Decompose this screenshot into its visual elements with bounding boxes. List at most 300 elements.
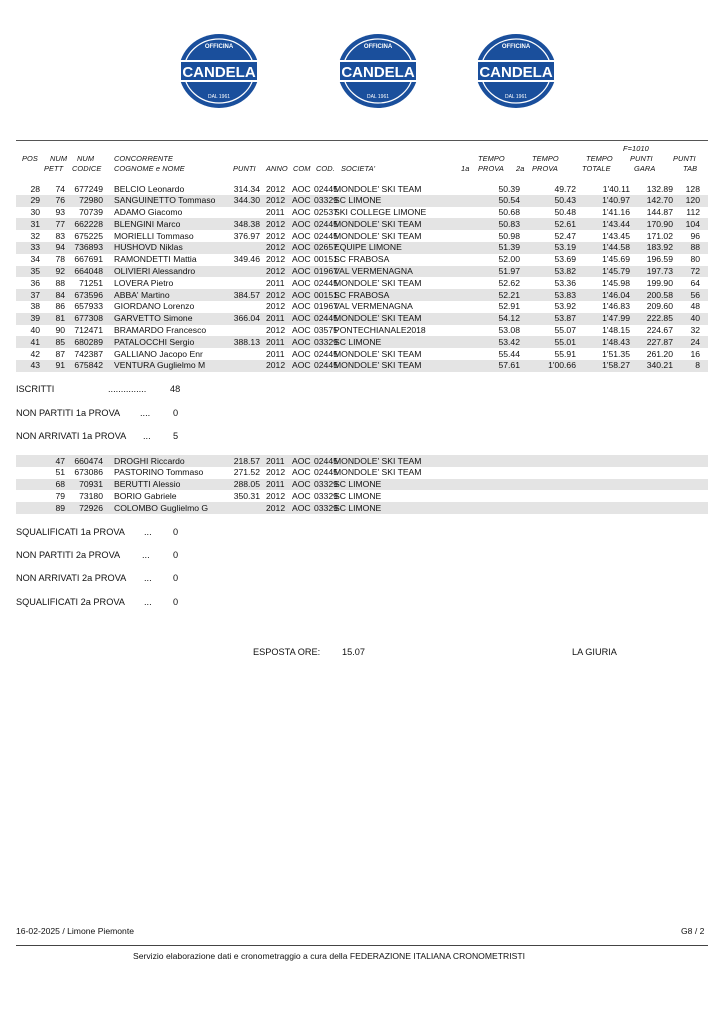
cell-anno: 2012 bbox=[266, 301, 286, 312]
cell-pos: 38 bbox=[30, 301, 40, 312]
non-arrivati-1-value: 5 bbox=[173, 431, 179, 441]
iscritti-value: 48 bbox=[170, 384, 181, 394]
cell-tot: 1'45.98 bbox=[602, 277, 630, 288]
cell-com: AOC bbox=[292, 242, 311, 253]
table-row bbox=[16, 455, 708, 467]
header-punti-tab: PUNTI bbox=[673, 154, 696, 163]
cell-tab: 8 bbox=[695, 360, 700, 371]
squalificati-1-label: SQUALIFICATI 1a PROVA bbox=[16, 527, 125, 537]
cell-com: AOC bbox=[292, 467, 311, 478]
cell-pett: 88 bbox=[55, 277, 65, 288]
cell-t1: 53.08 bbox=[498, 325, 520, 336]
cell-cod: 02445 bbox=[314, 348, 338, 359]
cell-anno: 2011 bbox=[266, 479, 285, 490]
table-row bbox=[16, 313, 708, 325]
cell-tab: 96 bbox=[690, 230, 700, 241]
cell-t1: 54.12 bbox=[498, 313, 520, 324]
svg-text:DAL 1961: DAL 1961 bbox=[207, 94, 231, 100]
cell-cod: 02445 bbox=[314, 313, 338, 324]
candela-logo-icon bbox=[179, 34, 259, 108]
cell-societa: SKI COLLEGE LIMONE bbox=[334, 207, 427, 218]
cell-pett: 76 bbox=[55, 195, 65, 206]
cell-gara: 209.60 bbox=[646, 301, 673, 312]
header-tempo: TEMPO bbox=[586, 154, 613, 163]
svg-text:CANDELA: CANDELA bbox=[341, 64, 415, 81]
cell-pos: 36 bbox=[30, 277, 40, 288]
cell-com: AOC bbox=[292, 254, 311, 265]
cell-pett: 47 bbox=[55, 455, 65, 466]
cell-punti: 388.13 bbox=[233, 336, 260, 347]
cell-societa: SC LIMONE bbox=[334, 490, 382, 501]
cell-t2: 1'00.66 bbox=[548, 360, 576, 371]
cell-punti: 376.97 bbox=[233, 230, 260, 241]
cell-com: AOC bbox=[292, 325, 311, 336]
cell-cod: 02445 bbox=[314, 467, 338, 478]
cell-societa: SC LIMONE bbox=[334, 195, 382, 206]
cell-nome: BORIO Gabriele bbox=[114, 490, 177, 501]
cell-codice: 742387 bbox=[74, 348, 103, 359]
cell-nome: ADAMO Giacomo bbox=[114, 207, 183, 218]
cell-punti: 344.30 bbox=[233, 195, 260, 206]
header-com: COM bbox=[293, 164, 311, 173]
header-2a: 2a bbox=[516, 164, 525, 173]
cell-anno: 2012 bbox=[266, 266, 286, 277]
header-anno: ANNO bbox=[266, 164, 288, 173]
cell-t1: 51.39 bbox=[498, 242, 520, 253]
cell-com: AOC bbox=[292, 207, 311, 218]
cell-punti: 366.04 bbox=[233, 313, 260, 324]
cell-pett: 84 bbox=[55, 289, 65, 300]
cell-nome: GIORDANO Lorenzo bbox=[114, 301, 195, 312]
cell-t2: 49.72 bbox=[554, 183, 576, 194]
cell-tot: 1'46.83 bbox=[602, 301, 630, 312]
cell-codice: 667691 bbox=[74, 254, 103, 265]
cell-anno: 2012 bbox=[266, 230, 286, 241]
cell-cod: 02445 bbox=[314, 277, 338, 288]
cell-tot: 1'51.35 bbox=[602, 348, 630, 359]
candela-logo bbox=[176, 32, 262, 110]
cell-anno: 2012 bbox=[266, 242, 286, 253]
cell-codice: 712471 bbox=[74, 325, 103, 336]
header-punti-gara: PUNTI bbox=[630, 154, 653, 163]
cell-anno: 2011 bbox=[266, 277, 285, 288]
cell-t2: 55.01 bbox=[554, 336, 576, 347]
table-row bbox=[16, 360, 708, 372]
cell-societa: MONDOLE' SKI TEAM bbox=[334, 360, 422, 371]
cell-nome: BERUTTI Alessio bbox=[114, 479, 181, 490]
cell-cod: 01967 bbox=[314, 301, 338, 312]
cell-t1: 53.42 bbox=[498, 336, 520, 347]
cell-anno: 2012 bbox=[266, 289, 286, 300]
cell-codice: 660474 bbox=[74, 455, 103, 466]
cell-t2: 52.61 bbox=[554, 218, 576, 229]
cell-gara: 340.21 bbox=[646, 360, 673, 371]
cell-pos: 37 bbox=[30, 289, 40, 300]
svg-text:OFFICINA: OFFICINA bbox=[204, 44, 234, 50]
cell-pett: 93 bbox=[55, 207, 65, 218]
table-row bbox=[16, 266, 708, 278]
cell-tot: 1'43.45 bbox=[602, 230, 630, 241]
cell-pett: 77 bbox=[55, 218, 65, 229]
cell-tab: 48 bbox=[690, 301, 700, 312]
cell-t2: 50.48 bbox=[554, 207, 576, 218]
cell-nome: GALLIANO Jacopo Enr bbox=[114, 348, 203, 359]
cell-cod: 03329 bbox=[314, 479, 338, 490]
cell-codice: 70739 bbox=[79, 207, 103, 218]
header-pett: PETT bbox=[44, 164, 64, 173]
cell-anno: 2011 bbox=[266, 455, 285, 466]
cell-punti: 349.46 bbox=[233, 254, 260, 265]
cell-nome: PATALOCCHI Sergio bbox=[114, 336, 195, 347]
cell-pett: 51 bbox=[55, 467, 65, 478]
cell-com: AOC bbox=[292, 479, 311, 490]
header-pos: POS bbox=[22, 154, 38, 163]
cell-punti: 271.52 bbox=[233, 467, 260, 478]
cell-pett: 81 bbox=[55, 313, 65, 324]
squalificati-1-value: 0 bbox=[173, 527, 179, 537]
cell-cod: 02445 bbox=[314, 218, 338, 229]
table-row bbox=[16, 230, 708, 242]
cell-tab: 16 bbox=[690, 348, 700, 359]
cell-cod: 03329 bbox=[314, 490, 338, 501]
cell-codice: 677249 bbox=[74, 183, 103, 194]
cell-t2: 53.36 bbox=[554, 277, 576, 288]
cell-tab: 120 bbox=[685, 195, 700, 206]
svg-text:OFFICINA: OFFICINA bbox=[363, 44, 393, 50]
squalificati-2-value: 0 bbox=[173, 597, 179, 607]
cell-nome: GARVETTO Simone bbox=[114, 313, 193, 324]
cell-cod: 00151 bbox=[314, 254, 338, 265]
cell-gara: 144.87 bbox=[646, 207, 673, 218]
svg-text:CANDELA: CANDELA bbox=[479, 64, 553, 81]
cell-societa: MONDOLE' SKI TEAM bbox=[334, 455, 422, 466]
footer-rule bbox=[16, 945, 708, 946]
header-num: NUM bbox=[77, 154, 95, 163]
svg-text:DAL 1961: DAL 1961 bbox=[504, 94, 528, 100]
non-partiti-1-value: 0 bbox=[173, 408, 179, 418]
cell-nome: SANGUINETTO Tommaso bbox=[114, 195, 216, 206]
cell-tab: 56 bbox=[690, 289, 700, 300]
cell-t1: 50.83 bbox=[498, 218, 520, 229]
footer-page-number: G8 / 2 bbox=[681, 926, 705, 936]
squalificati-1-dots: ... bbox=[144, 527, 152, 537]
cell-pett: 85 bbox=[55, 336, 65, 347]
cell-anno: 2012 bbox=[266, 467, 286, 478]
cell-tot: 1'43.44 bbox=[602, 218, 630, 229]
giuria-label: LA GIURIA bbox=[572, 647, 617, 657]
cell-gara: 200.58 bbox=[646, 289, 673, 300]
table-row bbox=[16, 502, 708, 514]
non-partiti-1-dots: .... bbox=[140, 408, 151, 418]
cell-cod: 03329 bbox=[314, 336, 338, 347]
cell-pos: 40 bbox=[30, 325, 40, 336]
cell-tab: 88 bbox=[690, 242, 700, 253]
svg-text:OFFICINA: OFFICINA bbox=[501, 44, 531, 50]
cell-codice: 662228 bbox=[74, 218, 103, 229]
cell-gara: 199.90 bbox=[646, 277, 673, 288]
cell-anno: 2011 bbox=[266, 348, 285, 359]
cell-nome: RAMONDETTI Mattia bbox=[114, 254, 197, 265]
header-concorrente: CONCORRENTE bbox=[114, 154, 173, 163]
svg-text:DAL 1961: DAL 1961 bbox=[366, 94, 390, 100]
cell-pett: 92 bbox=[55, 266, 65, 277]
table-row bbox=[16, 479, 708, 491]
non-arrivati-table bbox=[16, 455, 708, 514]
cell-tot: 1'44.58 bbox=[602, 242, 630, 253]
cell-cod: 02657 bbox=[314, 242, 338, 253]
cell-gara: 222.85 bbox=[646, 313, 673, 324]
non-arrivati-2-label: NON ARRIVATI 2a PROVA bbox=[16, 573, 127, 583]
header-prova: PROVA bbox=[532, 164, 558, 173]
cell-gara: 197.73 bbox=[646, 266, 673, 277]
candela-logo bbox=[335, 32, 421, 110]
cell-tot: 1'41.16 bbox=[602, 207, 630, 218]
cell-tab: 32 bbox=[690, 325, 700, 336]
header-cognome-nome: COGNOME e NOME bbox=[114, 164, 185, 173]
table-row bbox=[16, 183, 708, 195]
cell-com: AOC bbox=[292, 455, 311, 466]
cell-com: AOC bbox=[292, 301, 311, 312]
cell-tab: 72 bbox=[690, 266, 700, 277]
cell-gara: 183.92 bbox=[646, 242, 673, 253]
cell-tot: 1'47.99 bbox=[602, 313, 630, 324]
cell-tot: 1'58.27 bbox=[602, 360, 630, 371]
cell-societa: MONDOLE' SKI TEAM bbox=[334, 230, 422, 241]
cell-codice: 675842 bbox=[74, 360, 103, 371]
cell-com: AOC bbox=[292, 348, 311, 359]
cell-codice: 71251 bbox=[79, 277, 103, 288]
cell-nome: PASTORINO Tommaso bbox=[114, 467, 204, 478]
cell-pos: 33 bbox=[30, 242, 40, 253]
cell-anno: 2012 bbox=[266, 254, 286, 265]
cell-societa: MONDOLE' SKI TEAM bbox=[334, 218, 422, 229]
cell-gara: 261.20 bbox=[646, 348, 673, 359]
svg-text:CANDELA: CANDELA bbox=[182, 64, 256, 81]
cell-societa: SC LIMONE bbox=[334, 502, 382, 513]
cell-tab: 104 bbox=[685, 218, 700, 229]
cell-pos: 39 bbox=[30, 313, 40, 324]
cell-punti: 384.57 bbox=[233, 289, 260, 300]
cell-punti: 314.34 bbox=[233, 183, 260, 194]
candela-logo-icon bbox=[476, 34, 556, 108]
cell-t1: 52.62 bbox=[498, 277, 520, 288]
cell-nome: VENTURA Guglielmo M bbox=[114, 360, 206, 371]
cell-codice: 673086 bbox=[74, 467, 103, 478]
cell-cod: 03329 bbox=[314, 502, 338, 513]
cell-punti: 218.57 bbox=[233, 455, 260, 466]
cell-pett: 86 bbox=[55, 301, 65, 312]
cell-pett: 83 bbox=[55, 230, 65, 241]
cell-anno: 2011 bbox=[266, 207, 285, 218]
cell-t1: 50.39 bbox=[498, 183, 520, 194]
non-arrivati-2-value: 0 bbox=[173, 573, 179, 583]
cell-nome: COLOMBO Guglielmo G bbox=[114, 502, 209, 513]
cell-anno: 2012 bbox=[266, 502, 286, 513]
table-row bbox=[16, 348, 708, 360]
header-tab: TAB bbox=[683, 164, 698, 173]
cell-societa: SC LIMONE bbox=[334, 336, 382, 347]
cell-societa: SC FRABOSA bbox=[334, 254, 390, 265]
cell-cod: 02445 bbox=[314, 360, 338, 371]
cell-nome: MORIELLI Tommaso bbox=[114, 230, 194, 241]
cell-t2: 52.47 bbox=[554, 230, 576, 241]
footer-service: Servizio elaborazione dati e cronometraggio a cura della FEDERAZIONE ITALIANA CRONOMETRISTI bbox=[133, 951, 525, 961]
cell-gara: 224.67 bbox=[646, 325, 673, 336]
cell-tot: 1'46.04 bbox=[602, 289, 630, 300]
cell-pos: 34 bbox=[30, 254, 40, 265]
squalificati-2-dots: ... bbox=[144, 597, 152, 607]
cell-nome: ABBA' Martino bbox=[114, 289, 170, 300]
table-row bbox=[16, 254, 708, 266]
cell-cod: 02445 bbox=[314, 455, 338, 466]
cell-gara: 170.90 bbox=[646, 218, 673, 229]
cell-t2: 55.07 bbox=[554, 325, 576, 336]
cell-com: AOC bbox=[292, 183, 311, 194]
table-row bbox=[16, 336, 708, 348]
non-partiti-2-dots: ... bbox=[142, 550, 150, 560]
candela-logo bbox=[473, 32, 559, 110]
cell-com: AOC bbox=[292, 289, 311, 300]
cell-societa: VAL VERMENAGNA bbox=[334, 301, 413, 312]
table-row bbox=[16, 301, 708, 313]
cell-cod: 02445 bbox=[314, 183, 338, 194]
cell-societa: EQUIPE LIMONE bbox=[334, 242, 402, 253]
non-arrivati-1-label: NON ARRIVATI 1a PROVA bbox=[16, 431, 127, 441]
candela-logo-icon bbox=[338, 34, 418, 108]
cell-codice: 736893 bbox=[74, 242, 103, 253]
cell-t1: 52.00 bbox=[498, 254, 520, 265]
cell-codice: 72980 bbox=[79, 195, 103, 206]
cell-pett: 91 bbox=[55, 360, 65, 371]
cell-punti: 288.05 bbox=[233, 479, 260, 490]
cell-gara: 171.02 bbox=[646, 230, 673, 241]
cell-pett: 68 bbox=[55, 479, 65, 490]
header-codice: CODICE bbox=[72, 164, 102, 173]
cell-societa: PONTECHIANALE2018 bbox=[334, 325, 426, 336]
footer-date-place: 16-02-2025 / Limone Piemonte bbox=[16, 926, 135, 936]
esposta-label: ESPOSTA ORE: bbox=[253, 647, 321, 657]
table-row bbox=[16, 207, 708, 219]
non-partiti-2-value: 0 bbox=[173, 550, 179, 560]
cell-nome: BLENGINI Marco bbox=[114, 218, 181, 229]
cell-t1: 51.97 bbox=[498, 266, 520, 277]
cell-pett: 74 bbox=[55, 183, 65, 194]
cell-codice: 73180 bbox=[79, 490, 103, 501]
cell-pos: 42 bbox=[30, 348, 40, 359]
cell-com: AOC bbox=[292, 502, 311, 513]
cell-com: AOC bbox=[292, 360, 311, 371]
cell-com: AOC bbox=[292, 336, 311, 347]
header-1a: 1a bbox=[461, 164, 470, 173]
cell-anno: 2012 bbox=[266, 195, 286, 206]
cell-nome: LOVERA Pietro bbox=[114, 277, 174, 288]
header-tempo: TEMPO bbox=[478, 154, 505, 163]
cell-tab: 24 bbox=[690, 336, 700, 347]
non-arrivati-1-dots: ... bbox=[143, 431, 151, 441]
cell-codice: 70931 bbox=[79, 479, 103, 490]
non-partiti-2-label: NON PARTITI 2a PROVA bbox=[16, 550, 121, 560]
header-cod: COD. bbox=[316, 164, 335, 173]
cell-t1: 52.21 bbox=[498, 289, 520, 300]
cell-pos: 29 bbox=[30, 195, 40, 206]
cell-gara: 142.70 bbox=[646, 195, 673, 206]
non-arrivati-2-dots: ... bbox=[144, 573, 152, 583]
table-row bbox=[16, 195, 708, 207]
cell-societa: MONDOLE' SKI TEAM bbox=[334, 277, 422, 288]
cell-cod: 02537 bbox=[314, 207, 338, 218]
header-punti: PUNTI bbox=[233, 164, 256, 173]
cell-com: AOC bbox=[292, 277, 311, 288]
cell-t2: 53.87 bbox=[554, 313, 576, 324]
cell-anno: 2012 bbox=[266, 325, 286, 336]
cell-t2: 50.43 bbox=[554, 195, 576, 206]
header-f-factor: F=1010 bbox=[623, 144, 649, 153]
cell-anno: 2011 bbox=[266, 336, 285, 347]
cell-punti: 348.38 bbox=[233, 218, 260, 229]
cell-cod: 02445 bbox=[314, 230, 338, 241]
cell-cod: 01967 bbox=[314, 266, 338, 277]
cell-pos: 35 bbox=[30, 266, 40, 277]
squalificati-2-label: SQUALIFICATI 2a PROVA bbox=[16, 597, 125, 607]
header-tempo: TEMPO bbox=[532, 154, 559, 163]
cell-t2: 53.19 bbox=[554, 242, 576, 253]
cell-pos: 32 bbox=[30, 230, 40, 241]
cell-nome: BELCIO Leonardo bbox=[114, 183, 185, 194]
cell-t1: 52.91 bbox=[498, 301, 520, 312]
cell-anno: 2012 bbox=[266, 218, 286, 229]
cell-pos: 41 bbox=[30, 336, 40, 347]
cell-societa: MONDOLE' SKI TEAM bbox=[334, 313, 422, 324]
cell-societa: MONDOLE' SKI TEAM bbox=[334, 467, 422, 478]
table-row bbox=[16, 467, 708, 479]
cell-pett: 78 bbox=[55, 254, 65, 265]
cell-com: AOC bbox=[292, 490, 311, 501]
cell-pos: 28 bbox=[30, 183, 40, 194]
cell-punti: 350.31 bbox=[233, 490, 260, 501]
cell-gara: 227.87 bbox=[646, 336, 673, 347]
header-societa: SOCIETA' bbox=[341, 164, 376, 173]
esposta-value: 15.07 bbox=[342, 647, 365, 657]
cell-tot: 1'40.97 bbox=[602, 195, 630, 206]
cell-cod: 03575 bbox=[314, 325, 338, 336]
cell-pos: 30 bbox=[30, 207, 40, 218]
cell-societa: SC FRABOSA bbox=[334, 289, 390, 300]
cell-pett: 89 bbox=[55, 502, 65, 513]
cell-societa: SC LIMONE bbox=[334, 479, 382, 490]
cell-t1: 50.98 bbox=[498, 230, 520, 241]
table-row bbox=[16, 242, 708, 254]
cell-com: AOC bbox=[292, 313, 311, 324]
header-prova: PROVA bbox=[478, 164, 504, 173]
table-row bbox=[16, 490, 708, 502]
iscritti-label: ISCRITTI bbox=[16, 384, 55, 394]
cell-gara: 196.59 bbox=[646, 254, 673, 265]
cell-societa: MONDOLE' SKI TEAM bbox=[334, 348, 422, 359]
cell-nome: HUSHOVD Niklas bbox=[114, 242, 183, 253]
results-table bbox=[16, 183, 708, 372]
cell-pett: 94 bbox=[55, 242, 65, 253]
cell-tab: 128 bbox=[685, 183, 700, 194]
iscritti-dots: ............... bbox=[108, 384, 147, 394]
cell-societa: MONDOLE' SKI TEAM bbox=[334, 183, 422, 194]
cell-t2: 53.82 bbox=[554, 266, 576, 277]
cell-cod: 03329 bbox=[314, 195, 338, 206]
table-row bbox=[16, 325, 708, 337]
cell-codice: 72926 bbox=[79, 502, 103, 513]
non-partiti-1-label: NON PARTITI 1a PROVA bbox=[16, 408, 121, 418]
cell-t2: 55.91 bbox=[554, 348, 576, 359]
cell-anno: 2011 bbox=[266, 313, 285, 324]
